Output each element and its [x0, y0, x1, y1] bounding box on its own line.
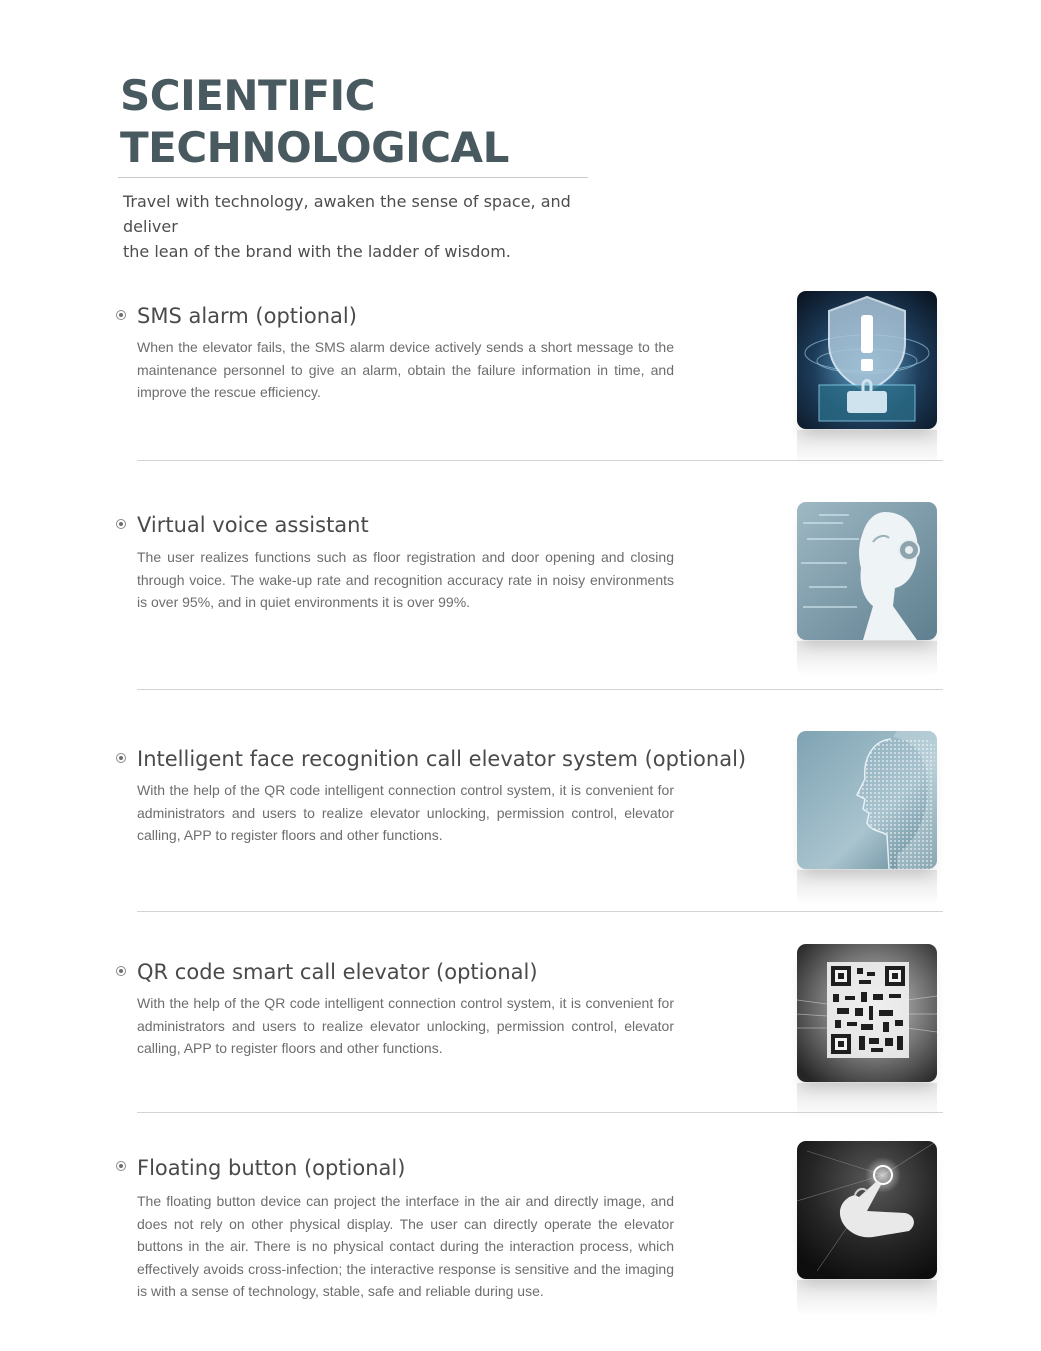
thumbnail-reflection — [797, 1280, 937, 1316]
section-divider — [137, 689, 943, 690]
bullet-icon — [116, 519, 126, 529]
bullet-icon — [116, 310, 126, 320]
title-divider — [118, 177, 588, 178]
thumbnail-reflection — [797, 641, 937, 677]
feature-title: SMS alarm (optional) — [137, 304, 357, 328]
feature-title: Intelligent face recognition call elevator system (optional) — [137, 747, 747, 771]
section-divider — [137, 1112, 943, 1113]
section-divider — [137, 911, 943, 912]
feature-title: QR code smart call elevator (optional) — [137, 960, 538, 984]
bullet-icon — [116, 966, 126, 976]
touch-hand-icon — [797, 1141, 937, 1279]
bullet-icon — [116, 1161, 126, 1171]
feature-title: Floating button (optional) — [137, 1156, 406, 1180]
feature-description: With the help of the QR code intelligent connection control system, it is convenient for administrators and users to realize elevator unlocking, permission control, elevator calling, APP to register floors and other functions. — [137, 782, 674, 843]
feature-description: When the elevator fails, the SMS alarm device actively sends a short message to the maintenance personnel to give an alarm, obtain the failure information in time, and improve the rescue efficiency. — [137, 339, 674, 400]
digital-face-icon — [797, 731, 937, 869]
subtitle-line-1: Travel with technology, awaken the sense of space, and deliver — [123, 192, 571, 236]
page-title-line-1: SCIENTIFIC — [120, 71, 375, 120]
section-divider — [137, 460, 943, 461]
qr-code-icon — [797, 944, 937, 1082]
page-title — [120, 70, 509, 174]
feature-description: The floating button device can project the interface in the air and directly image, and does not rely on other physical display. The user can directly operate the elevator buttons in the air. There is no physical contact during the interaction process, which effectively avoids cross-infection; the interactive response is sensitive and the imaging is with a sense of technology, stable, safe and reliable during use. — [137, 1193, 674, 1299]
bullet-icon — [116, 753, 126, 763]
thumbnail-reflection — [797, 1083, 937, 1119]
feature-description: The user realizes functions such as floor registration and door opening and closing through voice. The wake-up rate and recognition accuracy rate in noisy environments is over 95%, and in quiet environments it is over 99%. — [137, 549, 674, 610]
feature-description: With the help of the QR code intelligent connection control system, it is convenient for administrators and users to realize elevator unlocking, permission control, elevator calling, APP to register floors and other functions. — [137, 995, 674, 1056]
page-subtitle — [123, 189, 593, 264]
subtitle-line-2: the lean of the brand with the ladder of wisdom. — [123, 242, 511, 261]
security-shield-alarm-icon — [797, 291, 937, 429]
thumbnail-reflection — [797, 870, 937, 906]
feature-title: Virtual voice assistant — [137, 513, 369, 537]
robot-head-icon — [797, 502, 937, 640]
page-title-line-2: TECHNOLOGICAL — [120, 123, 509, 172]
